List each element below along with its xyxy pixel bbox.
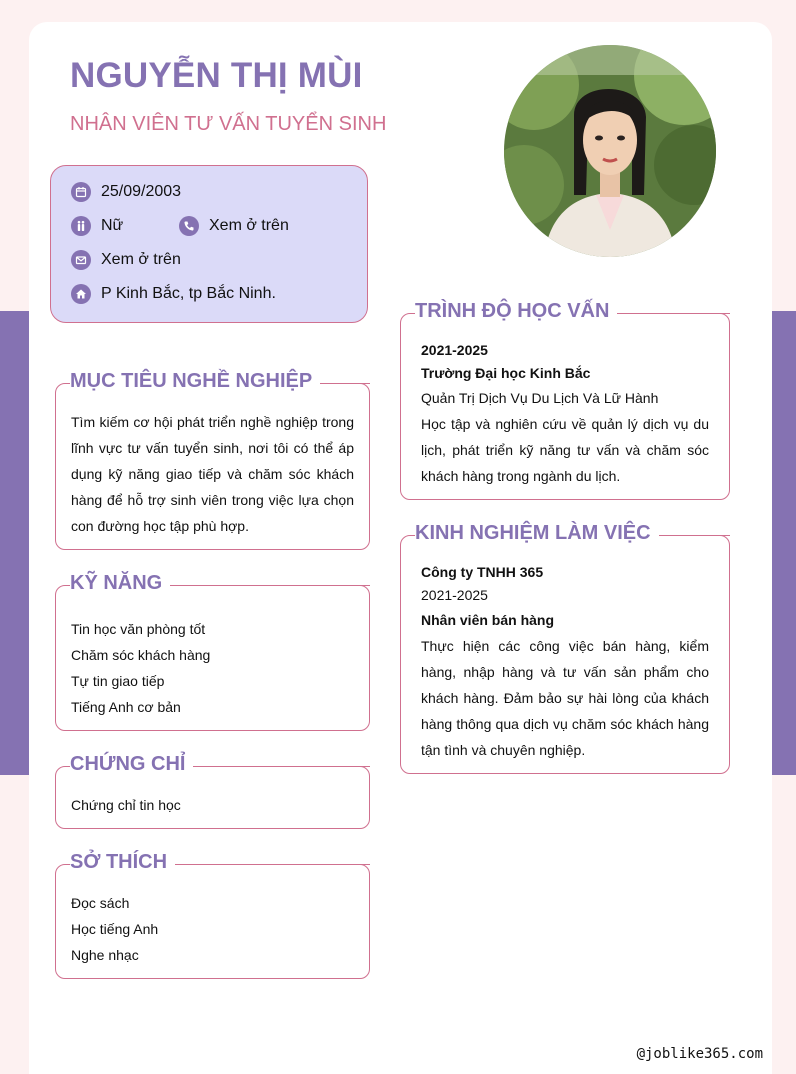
skill-item: Tin học văn phòng tốt	[71, 621, 206, 637]
education-school: Trường Đại học Kinh Bắc	[421, 365, 591, 381]
contact-birthday	[71, 182, 181, 202]
objective-text: Tìm kiếm cơ hội phát triển nghề nghiệp trong lĩnh vực tư vấn tuyển sinh, nơi tôi có thể áp dụng kỹ năng giao tiếp và chăm sóc khách hàng để hỗ trợ sinh viên trong việc lựa chọn con đường học tập phù hợp.	[71, 414, 354, 534]
education-major: Quản Trị Dịch Vụ Du Lịch Và Lữ Hành	[421, 390, 659, 406]
right-accent-band	[772, 311, 796, 775]
hobby-item: Đọc sách	[71, 895, 130, 911]
gender-icon	[71, 216, 91, 236]
certificate-item: Chứng chỉ tin học	[71, 797, 181, 813]
experience-period: 2021-2025	[421, 587, 488, 603]
skills-title: KỸ NĂNG	[70, 572, 170, 595]
hobbies-title-line	[172, 864, 370, 865]
education-period: 2021-2025	[421, 342, 488, 358]
footer-watermark: @joblike365.com	[636, 1046, 763, 1062]
calendar-icon	[71, 182, 91, 202]
address-value: P Kinh Bắc, tp Bắc Ninh.	[101, 285, 276, 302]
experience-position: Nhân viên bán hàng	[421, 612, 555, 628]
contact-gender	[71, 216, 123, 236]
candidate-job-title: NHÂN VIÊN TƯ VẤN TUYỂN SINH	[70, 113, 387, 135]
contact-phone	[179, 216, 289, 236]
home-icon	[71, 284, 91, 304]
skill-item: Tự tin giao tiếp	[71, 673, 165, 689]
left-accent-band	[0, 311, 29, 775]
gender-value: Nữ	[101, 217, 124, 234]
phone-icon	[179, 216, 199, 236]
skill-item: Tiếng Anh cơ bản	[71, 699, 181, 715]
experience-description: Thực hiện các công việc bán hàng, kiểm hàng, nhập hàng và tư vấn sản phẩm cho khách hàng. Đảm bảo sự hài lòng của khách hàng thông qua dịch vụ chăm sóc khách hàng tận tình và chuyên nghiệp.	[421, 638, 709, 758]
certificates-title: CHỨNG CHỈ	[70, 753, 193, 776]
experience-company: Công ty TNHH 365	[421, 564, 544, 580]
hobbies-title: SỞ THÍCH	[70, 851, 175, 874]
contact-email	[71, 250, 181, 270]
profile-photo	[504, 45, 716, 257]
mail-icon	[71, 250, 91, 270]
skills-title-line	[172, 585, 370, 586]
phone-value: Xem ở trên	[209, 217, 289, 234]
certificates-title-line	[192, 766, 370, 767]
birthday-value: 25/09/2003	[101, 183, 182, 200]
hobby-item: Học tiếng Anh	[71, 921, 159, 937]
contact-address	[71, 284, 276, 304]
candidate-name: NGUYỄN THỊ MÙI	[70, 56, 363, 95]
education-title-line	[612, 313, 730, 314]
education-title: TRÌNH ĐỘ HỌC VẤN	[415, 300, 617, 323]
email-value: Xem ở trên	[101, 251, 181, 268]
hobby-item: Nghe nhạc	[71, 947, 139, 963]
skill-item: Chăm sóc khách hàng	[71, 647, 211, 663]
experience-title-line	[652, 535, 730, 536]
objective-title-line	[312, 383, 370, 384]
objective-title: MỤC TIÊU NGHỀ NGHIỆP	[70, 370, 320, 393]
education-description: Học tập và nghiên cứu về quản lý dịch vụ du lịch, phát triển kỹ năng tư vấn và chăm sóc khách hàng trong ngành du lịch.	[421, 416, 709, 484]
experience-title: KINH NGHIỆM LÀM VIỆC	[415, 522, 659, 545]
